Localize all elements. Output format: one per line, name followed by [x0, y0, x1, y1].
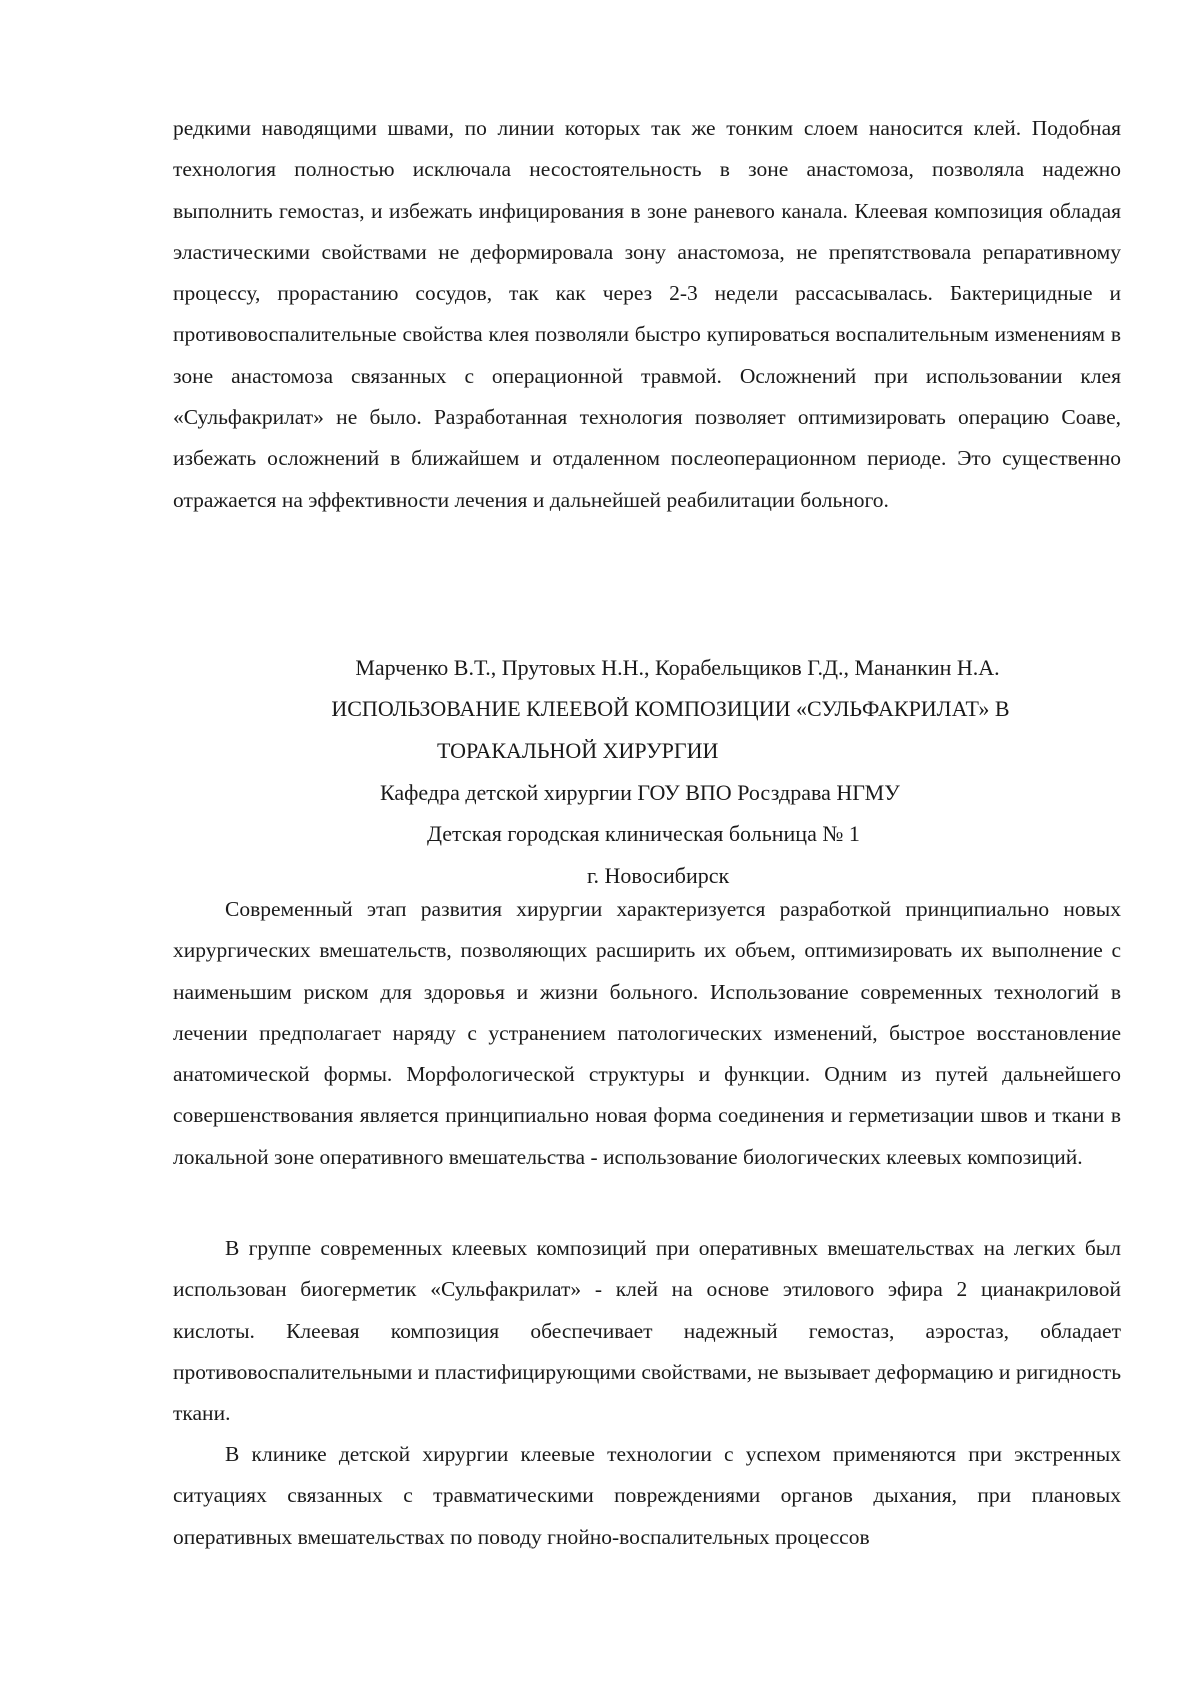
article-title-line-2: ТОРАКАЛЬНОЙ ХИРУРГИИ [437, 738, 719, 763]
article-title-line-1: ИСПОЛЬЗОВАНИЕ КЛЕЕВОЙ КОМПОЗИЦИИ «СУЛЬФАКРИЛАТ» В [331, 696, 1010, 721]
article-city: г. Новосибирск [587, 863, 730, 888]
article-paragraph-2: В группе современных клеевых композиций при оперативных вмешательствах на легких был использован биогерметик «Сульфакрилат» - клей на основе этилового эфира 2 цианакриловой кислоты. Клеевая композиция обеспечивает надежный гемостаз, аэростаз, обладает противовоспалительными и пластифицирующими свойствами, не вызывает деформацию и ригидность ткани. [173, 1236, 1121, 1426]
intro-paragraph: редкими наводящими швами, по линии которых так же тонким слоем наносится клей. Подобная технология полностью исключала несостоятельность в зоне анастомоза, позволяла надежно выполнить гемостаз, и избежать инфицирования в зоне раневого канала. Клеевая композиция обладая эластическими свойствами не деформировала зону анастомоза, не препятствовала репаративному процессу, прорастанию сосудов, так как через 2-3 недели рассасывалась. Бактерицидные и противовоспалительные свойства клея позволяли быстро купироваться воспалительным изменениям в зоне анастомоза связанных с операционной травмой. Осложнений при использовании клея «Сульфакрилат» не было. Разработанная технология позволяет оптимизировать операцию Соаве, избежать осложнений в ближайшем и отдаленном послеоперационном периоде. Это существенно отражается на эффективности лечения и дальнейшей реабилитации больного. [173, 116, 1121, 512]
article-paragraph-3: В клинике детской хирургии клеевые технологии с успехом применяются при экстренных ситуациях связанных с травматическими повреждениями органов дыхания, при плановых оперативных вмешательствах по поводу гнойно-воспалительных процессов [173, 1442, 1121, 1549]
article-authors: Марченко В.Т., Прутовых Н.Н., Корабельщиков Г.Д., Мананкин Н.А. [355, 655, 1000, 680]
article-paragraph-1: Современный этап развития хирургии характеризуется разработкой принципиально новых хирургических вмешательств, позволяющих расширить их объем, оптимизировать их выполнение с наименьшим риском для здоровья и жизни больного. Использование современных технологий в лечении предполагает наряду с устранением патологических изменений, быстрое восстановление анатомической формы. Морфологической структуры и функции. Одним из путей дальнейшего совершенствования является принципиально новая форма соединения и герметизации швов и ткани в локальной зоне оперативного вмешательства - использование биологических клеевых композиций. [173, 897, 1121, 1169]
article-hospital: Детская городская клиническая больница № 1 [427, 821, 860, 846]
article-department: Кафедра детской хирургии ГОУ ВПО Росздрава НГМУ [380, 780, 900, 805]
